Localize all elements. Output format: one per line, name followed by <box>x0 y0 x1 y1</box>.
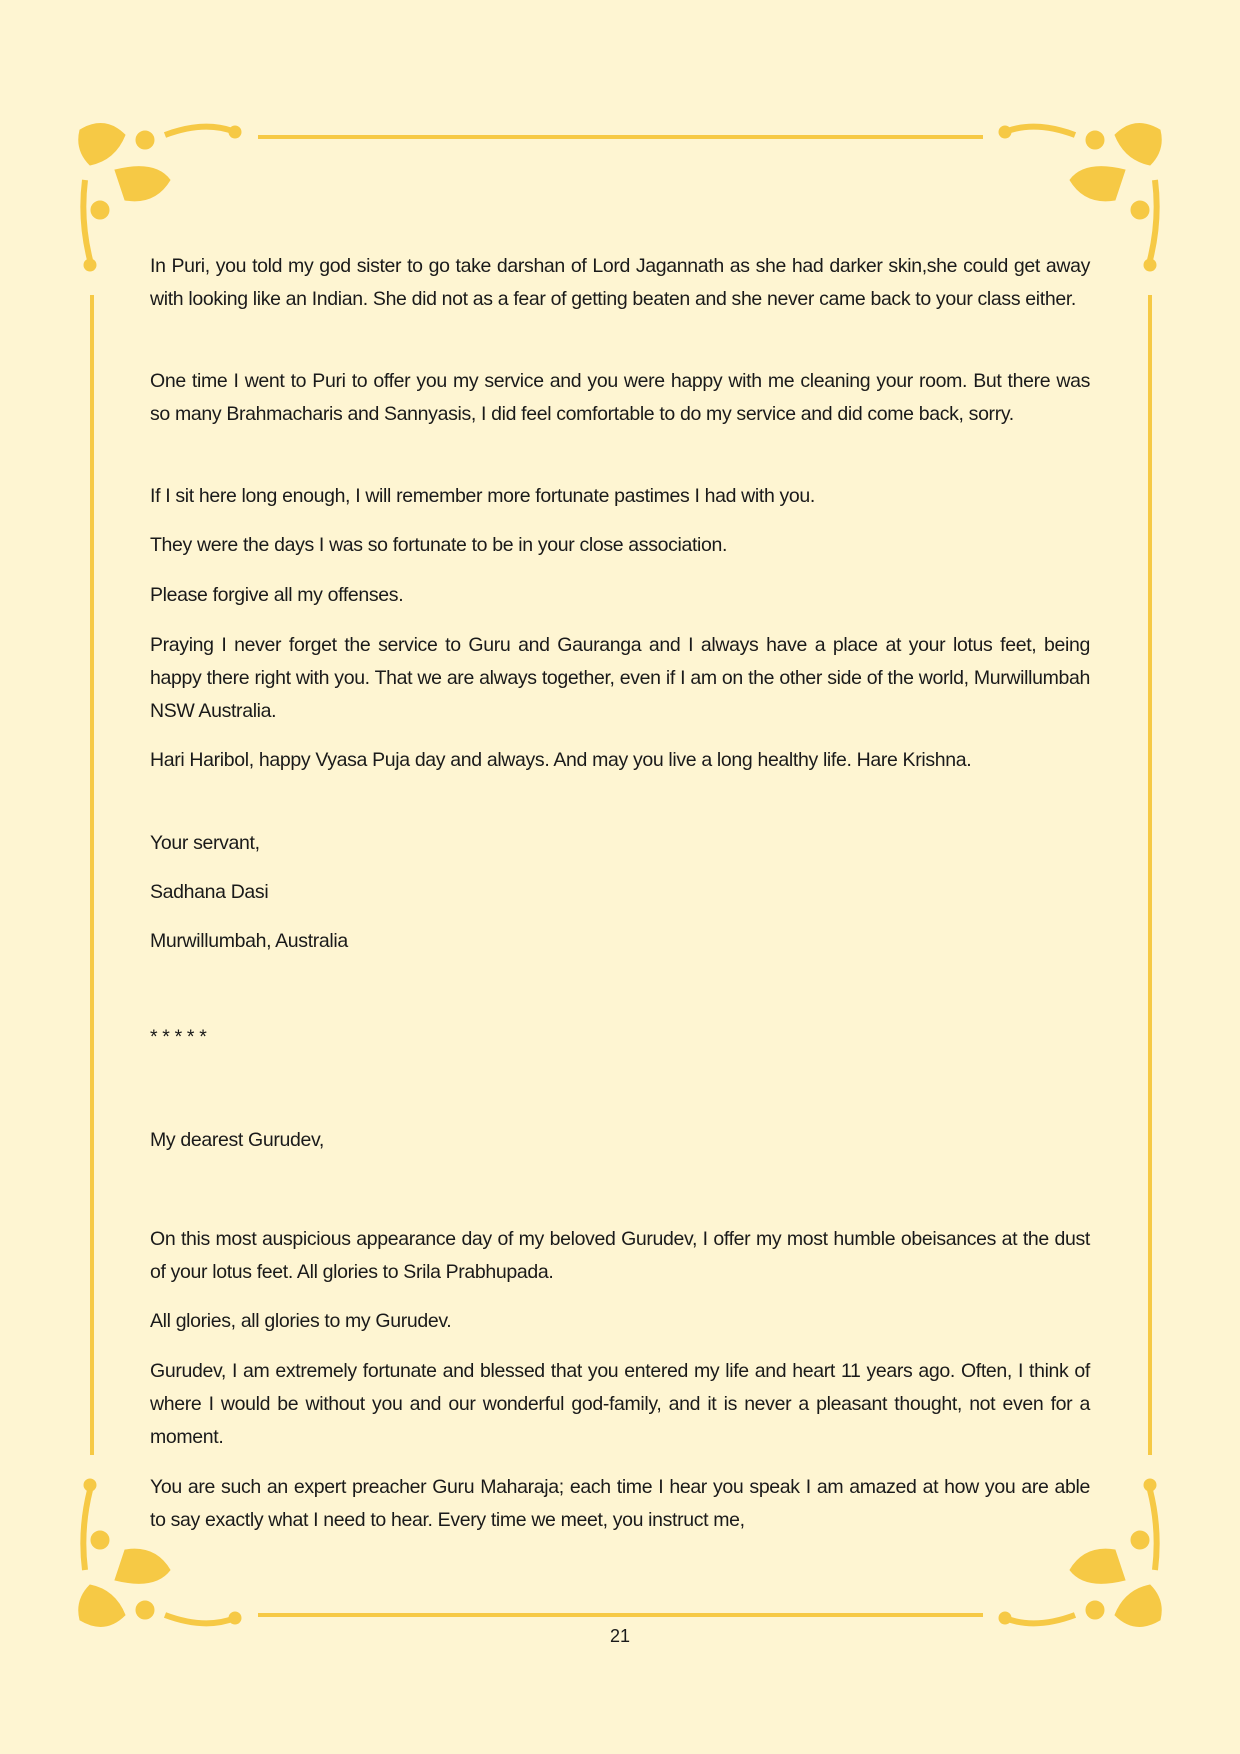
border-left <box>90 295 94 1455</box>
paragraph: Hari Haribol, happy Vyasa Puja day and always. And may you live a long healthy life. Hare Krishna. <box>150 749 972 771</box>
paragraph: They were the days I was so fortunate to be in your close association. <box>150 534 728 556</box>
paragraph: One time I went to Puri to offer you my service and you were happy with me cleaning your room. But there was so many Brahmacharis and Sannyasis, I did feel comfortable to do my service and did come back, sorry. <box>150 370 1090 425</box>
border-top <box>258 135 983 139</box>
paragraph: In Puri, you told my god sister to go take darshan of Lord Jagannath as she had darker skin,she could get away with looking like an Indian. She did not as a fear of getting beaten and she never came back to your class either. <box>150 255 1090 310</box>
border-bottom <box>258 1613 983 1617</box>
signoff: Your servant, <box>150 832 260 854</box>
page-number: 21 <box>609 1626 631 1646</box>
paragraph: All glories, all glories to my Gurudev. <box>150 1310 452 1332</box>
author-name: Sadhana Dasi <box>150 881 269 903</box>
paragraph: You are such an expert preacher Guru Maharaja; each time I hear you speak I am amazed at how you are able to say exactly what I need to hear. Every time we meet, you instruct me, <box>150 1476 1090 1531</box>
paragraph: Please forgive all my offenses. <box>150 584 404 606</box>
paragraph: Praying I never forget the service to Guru and Gauranga and I always have a place at your lotus feet, being happy there right with you. That we are always together, even if I am on the other side of the world, Murwillumbah NSW Australia. <box>150 634 1090 722</box>
paragraph: Gurudev, I am extremely fortunate and blessed that you entered my life and heart 11 years ago. Often, I think of where I would be without you and our wonderful god-family, and it is never a pleasant thought, not even for a moment. <box>150 1360 1090 1448</box>
separator-stars: * * * * * <box>150 1026 207 1048</box>
border-right <box>1148 295 1152 1455</box>
salutation: My dearest Gurudev, <box>150 1129 324 1151</box>
paragraph: On this most auspicious appearance day of my beloved Gurudev, I offer my most humble obeisances at the dust of your lotus feet. All glories to Srila Prabhupada. <box>150 1228 1090 1283</box>
author-location: Murwillumbah, Australia <box>150 930 348 952</box>
paragraph: If I sit here long enough, I will remember more fortunate pastimes I had with you. <box>150 485 815 507</box>
